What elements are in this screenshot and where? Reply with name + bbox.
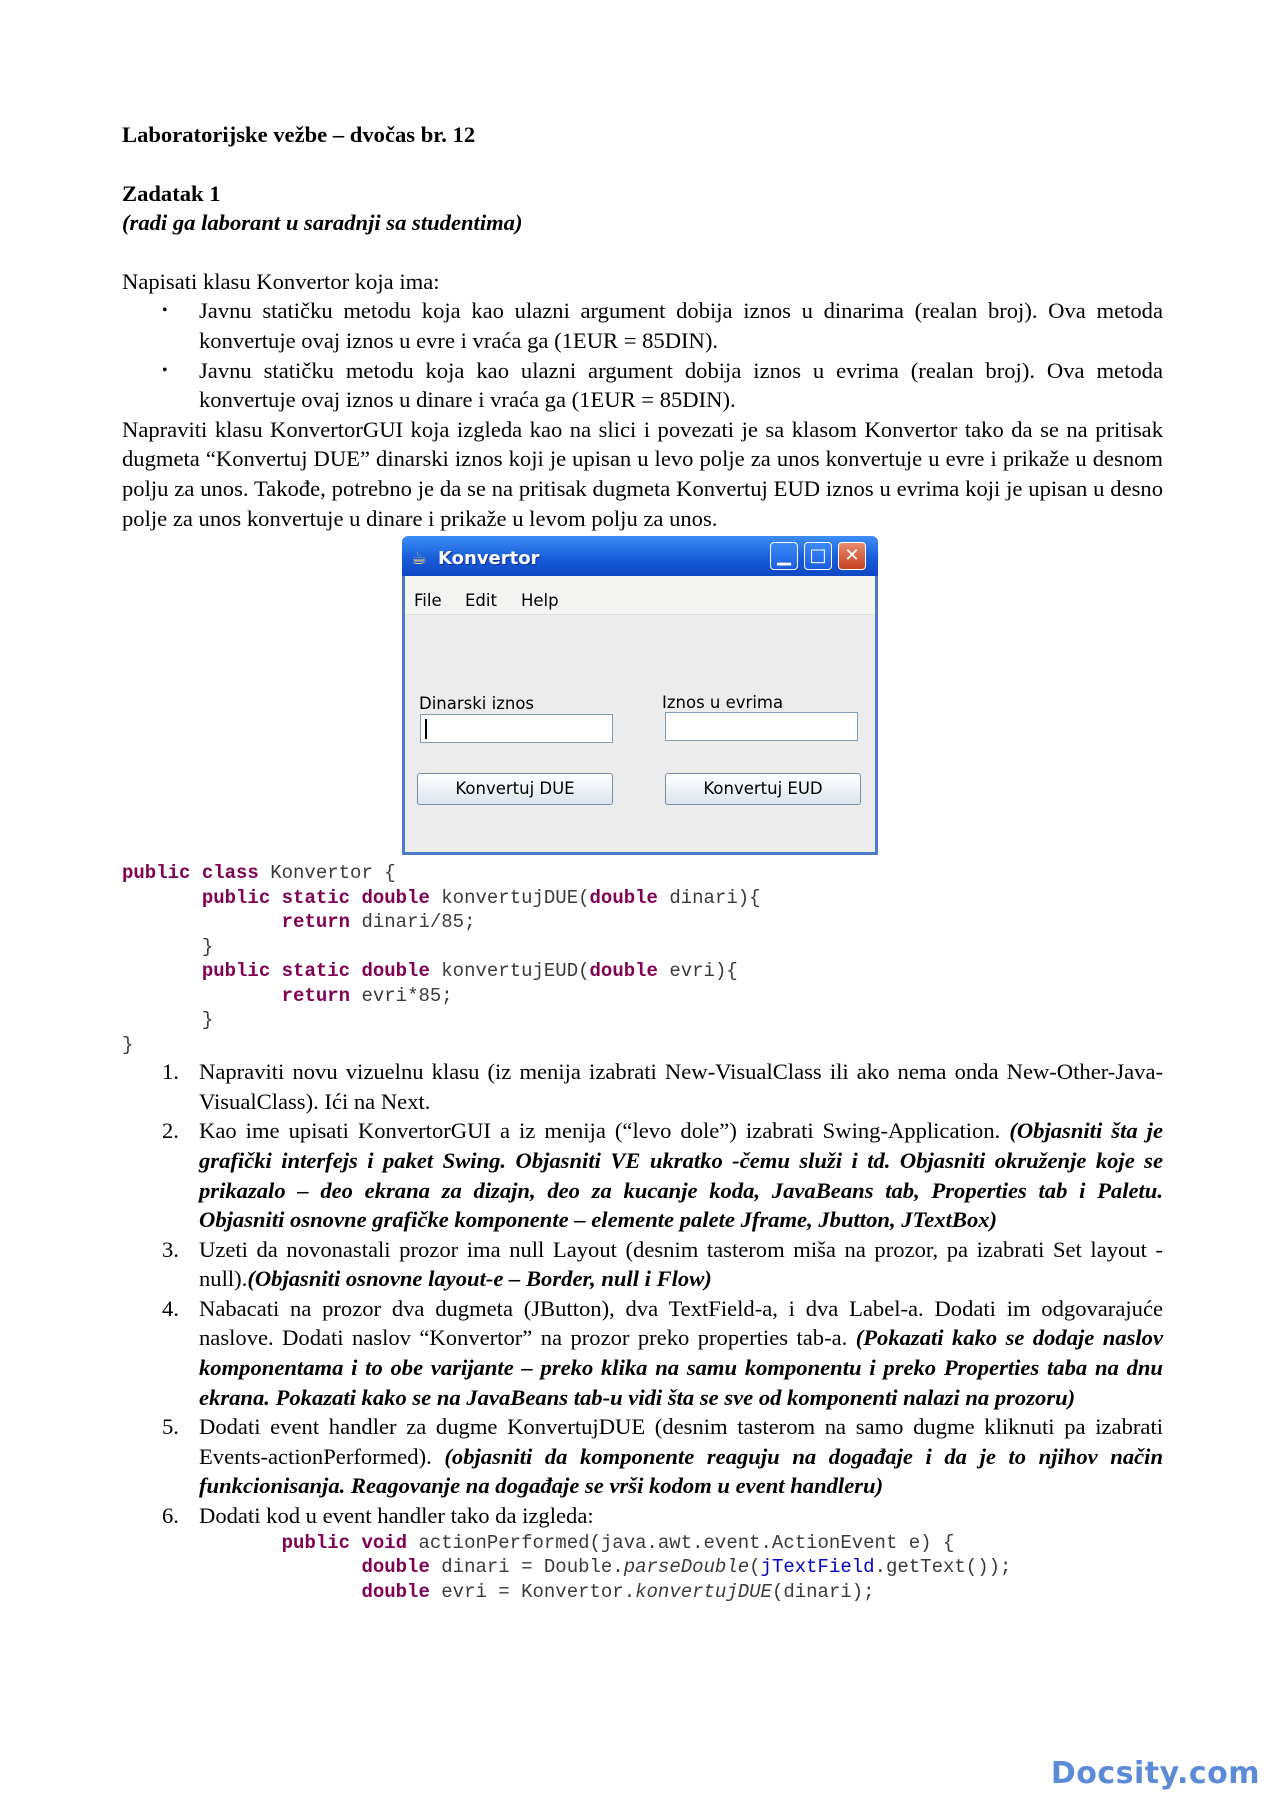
steps-list <box>122 1057 1163 1531</box>
code-line: public class Konvertor { <box>122 862 396 885</box>
code-line: double dinari = Double.parseDouble(jTextField.getText()); <box>361 1556 1012 1579</box>
code-line: } <box>122 1033 134 1056</box>
window-title: Konvertor <box>438 548 540 570</box>
intro-paragraph: Napraviti klasu KonvertorGUI koja izgleda kao na slici i povezati je sa klasom Konvertor tako da se na pritisak dugmeta “Konvertuj DUE” dinarski iznos koji je upisan u levo polje za unos konvertuje u evre i prikaže u desnom polju za unos. Takođe, potrebno je da se na pritisak dugmeta Konvertuj EUD iznos u evrima koji je upisan u desno polje za unos konvertuje u dinare i prikaže u levom polju za unos. <box>122 416 1163 531</box>
konvertor-window-figure <box>402 537 878 855</box>
list-item: 2. Kao ime upisati KonvertorGUI a iz menija (“levo dole”) izabrati Swing-Application. (Objasniti šta je grafički interfejs i paket Swing. Objasniti VE ukratko -čemu služi i td. Objasniti okruženje koje se prikazalo – deo ekrana za dizajn, deo za kucanje koda, JavaBeans tab, Properties tab i Paletu. Objasniti osnovne grafičke komponente – elemente palete Jframe, Jbutton, JTextBox) <box>162 1118 1163 1233</box>
list-item: • Javnu statičku metodu koja kao ulazni argument dobija iznos u dinarima (realan broj). Ova metoda konvertuje ovaj iznos u evre i vraća ga (1EUR = 85DIN). <box>122 296 1163 355</box>
task-subtitle: (radi ga laborant u saradnji sa studentima) <box>122 210 523 236</box>
list-item: 6. Dodati kod u event handler tako da izgleda: <box>162 1503 594 1529</box>
code-line: double evri = Konvertor.konvertujDUE(dinari); <box>361 1580 875 1603</box>
menu-edit[interactable]: Edit <box>465 591 497 611</box>
minimize-button[interactable]: ▁ <box>770 542 798 570</box>
window-titlebar <box>402 536 878 576</box>
list-item: • Javnu statičku metodu koja kao ulazni argument dobija iznos u evrima (realan broj). Ova metoda konvertuje ovaj iznos u dinare i vraća ga (1EUR = 85DIN). <box>122 356 1163 415</box>
document-content <box>122 120 1163 1604</box>
iznos-u-evrima-label: Iznos u evrima <box>662 693 784 713</box>
intro-lead: Napisati klasu Konvertor koja ima: <box>122 268 440 294</box>
code-line: return evri*85; <box>281 984 453 1007</box>
code-line: public void actionPerformed(java.awt.event.ActionEvent e) { <box>281 1531 955 1554</box>
text-caret <box>425 719 427 739</box>
list-item: 5. Dodati event handler za dugme KonvertujDUE (desnim tasterom na samo dugme kliknuti pa izabrati Events-actionPerformed). (objasniti da komponente reaguju na događaje i da je to njihov način funkcionisanja. Reagovanje na događaje se vrši kodom u event handleru) <box>162 1414 1164 1499</box>
dinari-input[interactable] <box>420 714 613 743</box>
menu-file[interactable]: File <box>414 591 442 611</box>
code-line: } <box>201 935 214 958</box>
konvertuj-eud-button[interactable]: Konvertuj EUD <box>665 773 861 805</box>
code-line: public static double konvertujDUE(double dinari){ <box>201 886 761 909</box>
list-item: 4. Nabacati na prozor dva dugmeta (JButton), dva TextField-a, i dva Label-a. Dodati im odgovarajuće naslove. Dodati naslov “Konvertor” na prozor preko properties tab-a. (Pokazati kako se dodaje naslov komponentama i to obe varijante – preko klika na samu komponentu i preko Properties taba na dnu ekrana. Pokazati kako se na JavaBeans tab-u vidi šta se sve od komponenti nalazi na prozoru) <box>162 1295 1163 1410</box>
close-button[interactable]: ✕ <box>838 542 866 570</box>
task-title: Zadatak 1 <box>122 180 221 206</box>
menu-help[interactable]: Help <box>521 591 559 611</box>
requirements-list <box>122 296 1163 414</box>
window-menubar <box>405 576 875 615</box>
docsity-watermark: Docsity.com <box>1050 1756 1260 1791</box>
code-line: return dinari/85; <box>281 911 476 934</box>
konvertuj-due-button[interactable]: Konvertuj DUE <box>417 773 613 805</box>
evri-input[interactable] <box>665 712 858 741</box>
handler-code-block <box>122 1531 1163 1605</box>
page-title: Laboratorijske vežbe – dvočas br. 12 <box>122 122 476 147</box>
dinarski-iznos-label: Dinarski iznos <box>419 694 535 714</box>
list-item: 1. Napraviti novu vizuelnu klasu (iz menija izabrati New-VisualClass ili ako nema onda New-Other-Java-VisualClass). Ići na Next. <box>162 1059 1163 1114</box>
code-line: } <box>201 1009 214 1032</box>
code-line: public static double konvertujEUD(double evri){ <box>201 960 738 983</box>
java-cup-icon: ☕ <box>411 548 428 570</box>
list-item: 3. Uzeti da novonastali prozor ima null Layout (desnim tasterom miša na prozor, pa izabrati Set layout - null).(Objasniti osnovne layout-e – Border, null i Flow) <box>162 1236 1163 1292</box>
maximize-button[interactable]: □ <box>804 542 832 570</box>
konvertor-code-block <box>122 861 1163 1057</box>
